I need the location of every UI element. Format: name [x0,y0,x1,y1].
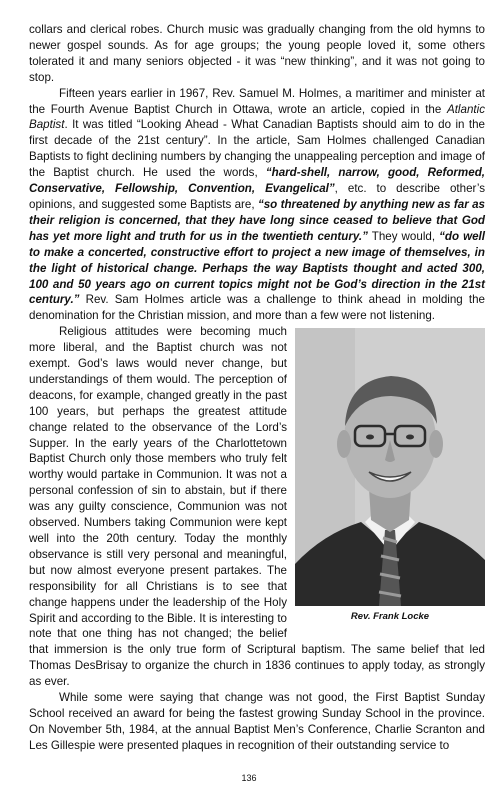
publication-name: Atlantic Baptist [29,102,485,132]
text-run: Rev. Sam Holmes article was a challenge to think ahead in molding the denomination for the Christian mission, and more than a few were not listening. [29,293,485,323]
photo-caption: Rev. Frank Locke [350,611,430,623]
portrait-figure [295,328,485,626]
text-run: , etc. to describe other’s opinions, and suggested some Baptists are, [29,182,485,211]
sunday-school-paragraph: While some were saying that change was not good, the First Baptist Sunday School received an award for being the fastest growing Sunday School in the province. On November 5th, 1984, at the annual Baptist Men’s Conference, Charlie Scranton and Les Gillespie were presented plaques in recognition of their outstanding service to [29,691,485,752]
text-run: Fifteen years earlier in 1967, Rev. Samuel M. Holmes, a maritimer and minister at the Fourth Avenue Baptist Church in Ottawa, wrote an article, copied in the [29,86,485,116]
quote-1: “so threatened by anything new as far as their religion is concerned, that they have long since ceased to believe that God has yet more light and truth for us in the twentieth century.” [29,197,485,243]
intro-paragraph: collars and clerical robes. Church music was gradually changing from the old hymns to newer gospel sounds. As for age groups; the young people loved it, some others tolerated it and many seniors objected - it was “new thinking”, and it was not going to stop. [29,23,485,84]
page-number: 136 [241,773,257,783]
text-run: . It was titled “Looking Ahead - What Canadian Baptists should aim to do in the first decade of the 21st century”. In the article, Sam Holmes challenged Canadian Baptists to fight declining numbers by changing the unappealing perception and image of the Baptist church. He used the words, [29,118,485,180]
communion-paragraph: Religious attitudes were becoming much more liberal, and the Baptist church was not exempt. God’s laws would never change, but understandings of them would. The perception of deacons, for example, changed greatly in the past 100 years, but perhaps the greatest attitude change related to the observance of the Lord’s Supper. In the early years of the Charlottetown Baptist Church only those members who truly felt worthy would partake in Communion. It was not a personal confession of sin to abstain, but if there was any guilty conscience, Communion was not observed. Numbers taking Communion were kept well into the 20th century. Today the monthly observance is still very personal and meaningful, but now almost everyone present partakes. The responsibility for all Christians is to see that change happens under the leadership of the Holy Spirit and according to the Bible. It is interesting to note that one thing has not changed; the belief that immersion is the only true form of Scriptural baptism. The same belief that led Thomas DesBrisay to organize the church in 1836 continues to apply today, as strongly as ever. [29,325,485,689]
portrait-photo [295,328,485,606]
text-run: They would, [367,229,440,243]
page-body [29,22,485,754]
holmes-paragraph [29,86,485,325]
portrait-illustration [295,328,485,606]
emphasis-words: “hard-shell, narrow, good, Reformed, Conservative, Fellowship, Convention, Evangelical” [29,166,485,196]
quote-2: “do well to make a concerted, constructive effort to project a new image of themselves, in the light of historical change. Perhaps the way Baptists thought and acted 300, 100 and 50 years ago on current topics might not be God’s direction in the 21st century.” [29,229,485,307]
